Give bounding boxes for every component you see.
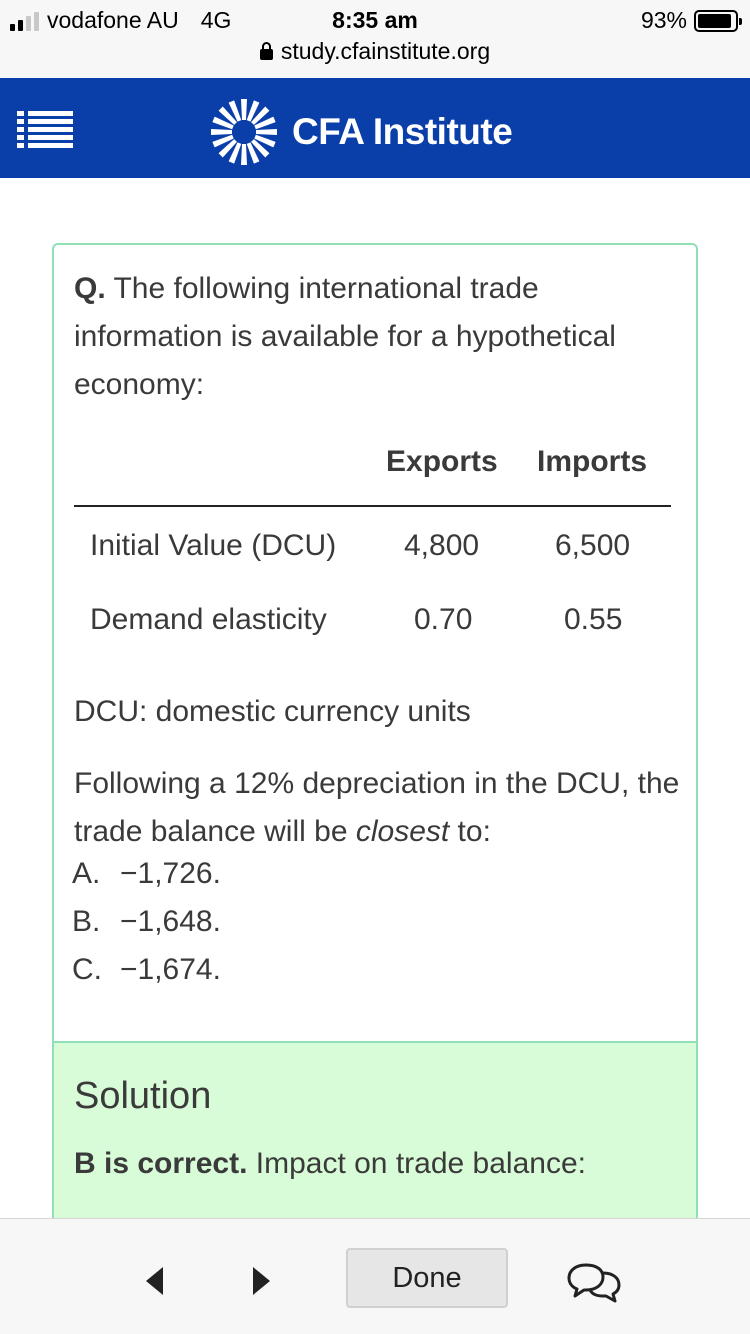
bottom-toolbar xyxy=(0,1218,750,1334)
lock-icon xyxy=(260,49,273,60)
table-cell-imports: 0.55 xyxy=(564,603,623,636)
brand-name: CFA Institute xyxy=(292,111,513,152)
done-button[interactable]: Done xyxy=(346,1248,508,1308)
answer-option-a[interactable] xyxy=(72,857,221,891)
chevron-left-icon[interactable] xyxy=(139,1263,169,1299)
solution-body: Impact on trade balance: xyxy=(247,1147,586,1180)
menu-list-icon[interactable] xyxy=(17,111,73,151)
status-right xyxy=(641,7,738,34)
table-row-label: Demand elasticity xyxy=(90,603,327,636)
solution-correct: B is correct. xyxy=(74,1147,248,1180)
table-header-exports: Exports xyxy=(386,445,498,478)
chat-bubbles-icon[interactable] xyxy=(566,1259,622,1305)
currency-note: DCU: domestic currency units xyxy=(74,695,471,728)
status-bar xyxy=(0,0,750,78)
question-body: The following international trade information is available for a hypothetical economy: xyxy=(74,272,616,401)
chevron-right-icon[interactable] xyxy=(246,1263,276,1299)
prompt-text: Following a 12% depreciation in the DCU, the trade balance will be xyxy=(74,767,680,848)
answer-option-c[interactable] xyxy=(72,953,221,987)
question-label: Q. xyxy=(74,272,106,305)
option-letter: A. xyxy=(72,857,101,890)
option-text: −1,674. xyxy=(120,953,221,986)
url-text: study.cfainstitute.org xyxy=(280,38,491,64)
prompt-end: to: xyxy=(449,815,491,848)
solution-title: Solution xyxy=(74,1075,212,1117)
table-cell-exports: 4,800 xyxy=(404,529,480,562)
site-header xyxy=(0,78,750,178)
option-letter: C. xyxy=(72,953,102,986)
table-header-imports: Imports xyxy=(537,445,648,478)
answer-option-b[interactable] xyxy=(72,905,221,939)
option-letter: B. xyxy=(72,905,101,938)
table-cell-imports: 6,500 xyxy=(555,529,631,562)
cfa-logo[interactable] xyxy=(208,96,512,168)
network-type: 4G xyxy=(200,7,232,33)
option-text: −1,648. xyxy=(120,905,221,938)
question-text xyxy=(74,265,674,409)
table-divider xyxy=(74,505,671,507)
table-cell-exports: 0.70 xyxy=(414,603,473,636)
battery-percent: 93% xyxy=(640,7,687,33)
option-text: −1,726. xyxy=(120,857,221,890)
battery-icon xyxy=(694,10,738,32)
question-card xyxy=(52,243,698,1253)
question-prompt xyxy=(74,760,684,856)
table-row-label: Initial Value (DCU) xyxy=(90,529,337,562)
carrier-name: vodafone AU xyxy=(47,7,179,33)
cfa-starburst-logo-icon xyxy=(208,96,280,168)
clock: 8:35 am xyxy=(332,7,418,33)
address-bar[interactable] xyxy=(0,38,750,65)
solution-text xyxy=(74,1147,586,1181)
prompt-emphasis: closest xyxy=(355,815,450,848)
